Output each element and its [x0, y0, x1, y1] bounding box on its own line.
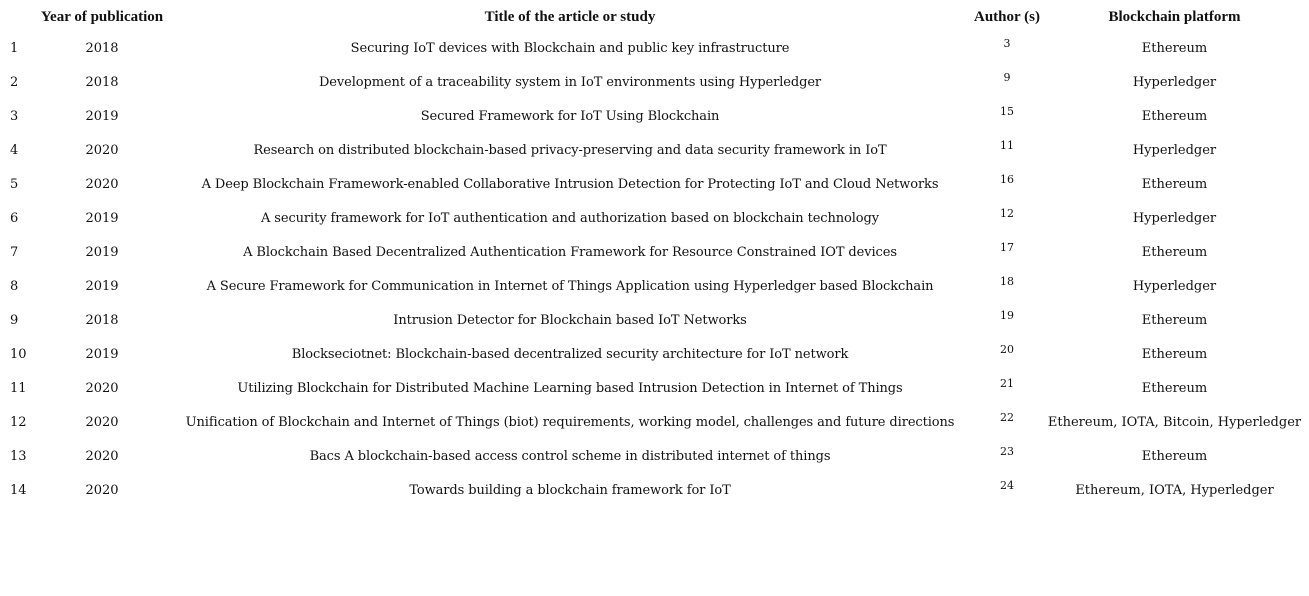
cell-index: 1 — [10, 40, 19, 56]
header-index — [0, 3, 34, 31]
cell-index: 10 — [10, 346, 27, 362]
table-row — [0, 473, 1305, 507]
cell-index: 13 — [10, 448, 27, 464]
cell-author: 24 — [1000, 479, 1014, 492]
table-row — [0, 65, 1305, 99]
cell-platform: Ethereum — [1141, 244, 1208, 260]
table-row — [0, 167, 1305, 201]
table-row — [0, 235, 1305, 269]
table-row — [0, 303, 1305, 337]
cell-author: 22 — [1000, 411, 1014, 424]
cell-platform: Hyperledger — [1132, 278, 1217, 294]
cell-platform: Ethereum — [1141, 108, 1208, 124]
cell-year: 2018 — [85, 74, 119, 90]
cell-author: 17 — [1000, 241, 1014, 254]
cell-platform: Hyperledger — [1132, 74, 1217, 90]
header-title: Title of the article or study — [484, 8, 656, 25]
cell-platform: Hyperledger — [1132, 142, 1217, 158]
cell-index: 11 — [10, 380, 27, 396]
cell-platform: Ethereum — [1141, 346, 1208, 362]
cell-index: 14 — [10, 482, 27, 498]
table-row — [0, 337, 1305, 371]
cell-year: 2020 — [85, 414, 119, 430]
cell-title: Bacs A blockchain-based access control scheme in distributed internet of things — [309, 448, 831, 464]
table-row — [0, 31, 1305, 65]
cell-author: 18 — [1000, 275, 1014, 288]
table-row — [0, 405, 1305, 439]
cell-platform: Hyperledger — [1132, 210, 1217, 226]
cell-title: Secured Framework for IoT Using Blockchain — [420, 108, 720, 124]
cell-author: 21 — [1000, 377, 1014, 390]
cell-title: A Secure Framework for Communication in Internet of Things Application using Hyperledger based Blockchain — [206, 278, 934, 294]
cell-year: 2019 — [85, 210, 119, 226]
cell-year: 2018 — [85, 312, 119, 328]
cell-year: 2020 — [85, 380, 119, 396]
header-author: Author (s) — [974, 8, 1040, 25]
cell-index: 4 — [10, 142, 19, 158]
cell-platform: Ethereum — [1141, 448, 1208, 464]
cell-platform: Ethereum — [1141, 312, 1208, 328]
cell-author: 11 — [1000, 139, 1014, 152]
cell-platform: Ethereum — [1141, 380, 1208, 396]
cell-author: 16 — [1000, 173, 1014, 186]
cell-index: 2 — [10, 74, 19, 90]
cell-index: 5 — [10, 176, 19, 192]
cell-title: Blockseciotnet: Blockchain-based decentralized security architecture for IoT network — [291, 346, 849, 362]
cell-author: 20 — [1000, 343, 1014, 356]
cell-year: 2019 — [85, 108, 119, 124]
cell-title: Securing IoT devices with Blockchain and public key infrastructure — [350, 40, 790, 56]
cell-author: 15 — [1000, 105, 1014, 118]
cell-year: 2019 — [85, 244, 119, 260]
cell-title: Utilizing Blockchain for Distributed Machine Learning based Intrusion Detection in Internet of Things — [237, 380, 903, 396]
cell-author: 3 — [1003, 37, 1011, 50]
table-header — [0, 3, 1305, 31]
cell-title: Unification of Blockchain and Internet of Things (biot) requirements, working model, challenges and future directions — [185, 414, 955, 430]
cell-index: 8 — [10, 278, 19, 294]
header-platform: Blockchain platform — [1108, 8, 1241, 25]
cell-year: 2020 — [85, 176, 119, 192]
cell-platform: Ethereum — [1141, 40, 1208, 56]
header-row — [0, 3, 1305, 31]
cell-title: A Blockchain Based Decentralized Authentication Framework for Resource Constrained IOT devices — [243, 244, 897, 260]
cell-year: 2019 — [85, 346, 119, 362]
cell-author: 9 — [1003, 71, 1011, 84]
cell-title: A security framework for IoT authentication and authorization based on blockchain technology — [260, 210, 880, 226]
header-year: Year of publication — [40, 8, 164, 25]
cell-title: Intrusion Detector for Blockchain based IoT Networks — [393, 312, 747, 328]
table-body — [0, 31, 1305, 507]
table-row — [0, 99, 1305, 133]
cell-index: 9 — [10, 312, 19, 328]
publications-table — [0, 3, 1305, 507]
cell-platform: Ethereum — [1141, 176, 1208, 192]
cell-title: Research on distributed blockchain-based privacy-preserving and data security framework in IoT — [253, 142, 887, 158]
cell-year: 2020 — [85, 142, 119, 158]
cell-year: 2020 — [85, 448, 119, 464]
table-row — [0, 201, 1305, 235]
table-row — [0, 269, 1305, 303]
cell-title: Development of a traceability system in IoT environments using Hyperledger — [318, 74, 822, 90]
cell-author: 19 — [1000, 309, 1014, 322]
cell-index: 7 — [10, 244, 19, 260]
cell-author: 23 — [1000, 445, 1014, 458]
cell-title: Towards building a blockchain framework for IoT — [409, 482, 731, 498]
table-row — [0, 371, 1305, 405]
cell-year: 2019 — [85, 278, 119, 294]
table-row — [0, 439, 1305, 473]
cell-title: A Deep Blockchain Framework-enabled Collaborative Intrusion Detection for Protecting IoT and Cloud Networks — [201, 176, 939, 192]
cell-index: 3 — [10, 108, 19, 124]
table-row — [0, 133, 1305, 167]
cell-platform: Ethereum, IOTA, Bitcoin, Hyperledger — [1047, 414, 1302, 430]
cell-year: 2020 — [85, 482, 119, 498]
cell-year: 2018 — [85, 40, 119, 56]
cell-index: 6 — [10, 210, 19, 226]
cell-platform: Ethereum, IOTA, Hyperledger — [1075, 482, 1274, 498]
cell-author: 12 — [1000, 207, 1014, 220]
cell-index: 12 — [10, 414, 27, 430]
